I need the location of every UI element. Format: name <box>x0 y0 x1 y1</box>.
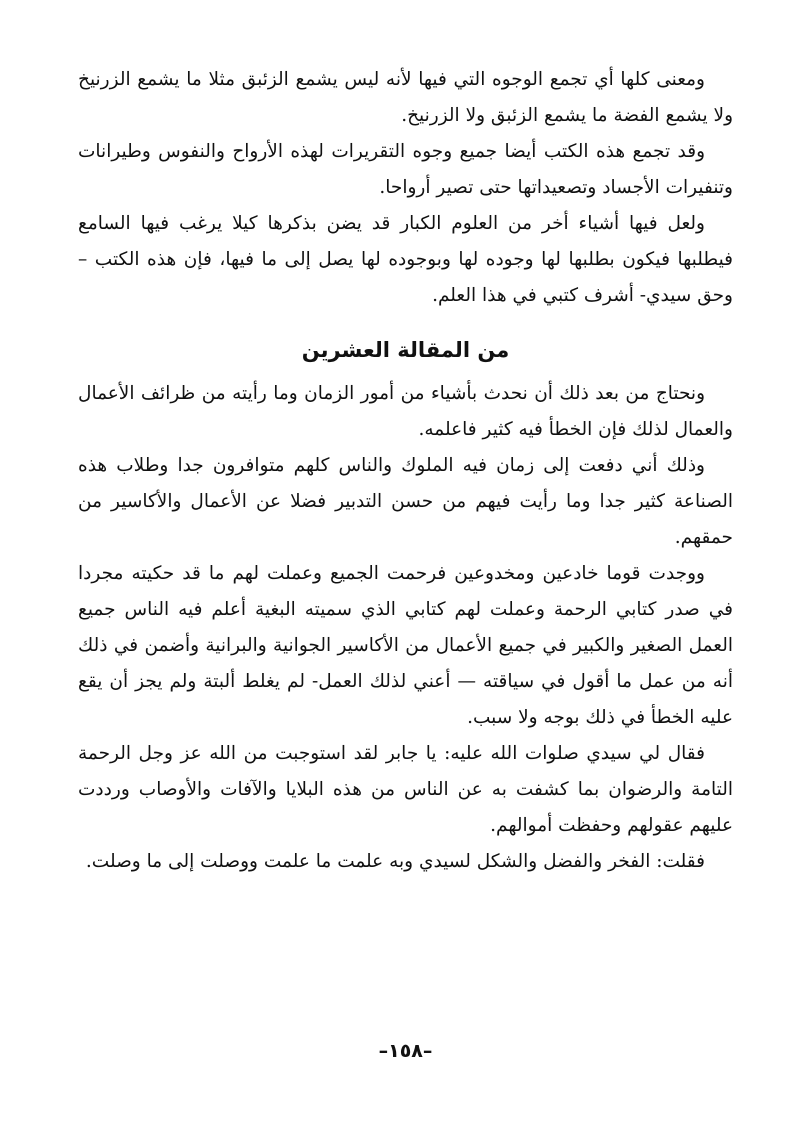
paragraph: ووجدت قوما خادعين ومخدوعين فرحمت الجميع وعملت لهم ما قد حكيته مجردا في صدر كتابي الرحمة وعملت لهم كتابي الذي سميته البغية أعلم فيه الناس جميع العمل الصغير والكبير في جميع الأعمال من الأكاسير الجوانية والبرانية وأضمن في ذلك أنه من عمل ما أقول في سياقته — أعني لذلك العمل- لم يغلط ألبتة ولم يجز أن يقع عليه الخطأ في ذلك بوجه ولا سبب. <box>78 563 733 728</box>
paragraph: فقلت: الفخر والفضل والشكل لسيدي وبه علمت ما علمت ووصلت إلى ما وصلت. <box>85 851 705 872</box>
paragraph: ولعل فيها أشياء أخر من العلوم الكبار قد يضن بذكرها كيلا يرغب فيها السامع فيطلبها فيكون بطلبها لها وجوده لها وبوجوده لها يصل إلى ما فيها، فإن هذه الكتب –وحق سيدي- أشرف كتبي في هذا العلم. <box>78 213 733 306</box>
paragraph: وقد تجمع هذه الكتب أيضا جميع وجوه التقريرات لهذه الأرواح والنفوس وطيرانات وتنفيرات الأجساد وتصعيداتها حتى تصير أرواحا. <box>78 141 733 198</box>
section-heading: من المقالة العشرين <box>301 338 510 362</box>
paragraph: وذلك أني دفعت إلى زمان فيه الملوك والناس كلهم متوافرون جدا وطلاب هذه الصناعة كثير جدا وما رأيت فيهم من حسن التدبير فضلا عن الأعمال والأكاسير من حمقهم. <box>78 455 733 548</box>
paragraph: ونحتاج من بعد ذلك أن نحدث بأشياء من أمور الزمان وما رأيته من ظرائف الأعمال والعمال لذلك فإن الخطأ فيه كثير فاعلمه. <box>78 383 733 440</box>
page-number: –١٥٨– <box>378 1040 433 1062</box>
paragraph: فقال لي سيدي صلوات الله عليه: يا جابر لقد استوجبت من الله عز وجل الرحمة التامة والرضوان بما كشفت به عن الناس من هذه البلايا والآفات والأوصاب ورددت عليهم عقولهم وحفظت أموالهم. <box>78 743 733 836</box>
page-body <box>78 62 733 880</box>
paragraph: ومعنى كلها أي تجمع الوجوه التي فيها لأنه ليس يشمع الزئبق مثلا ما يشمع الزرنيخ ولا يشمع الفضة ما يشمع الزئبق ولا الزرنيخ. <box>78 69 733 126</box>
